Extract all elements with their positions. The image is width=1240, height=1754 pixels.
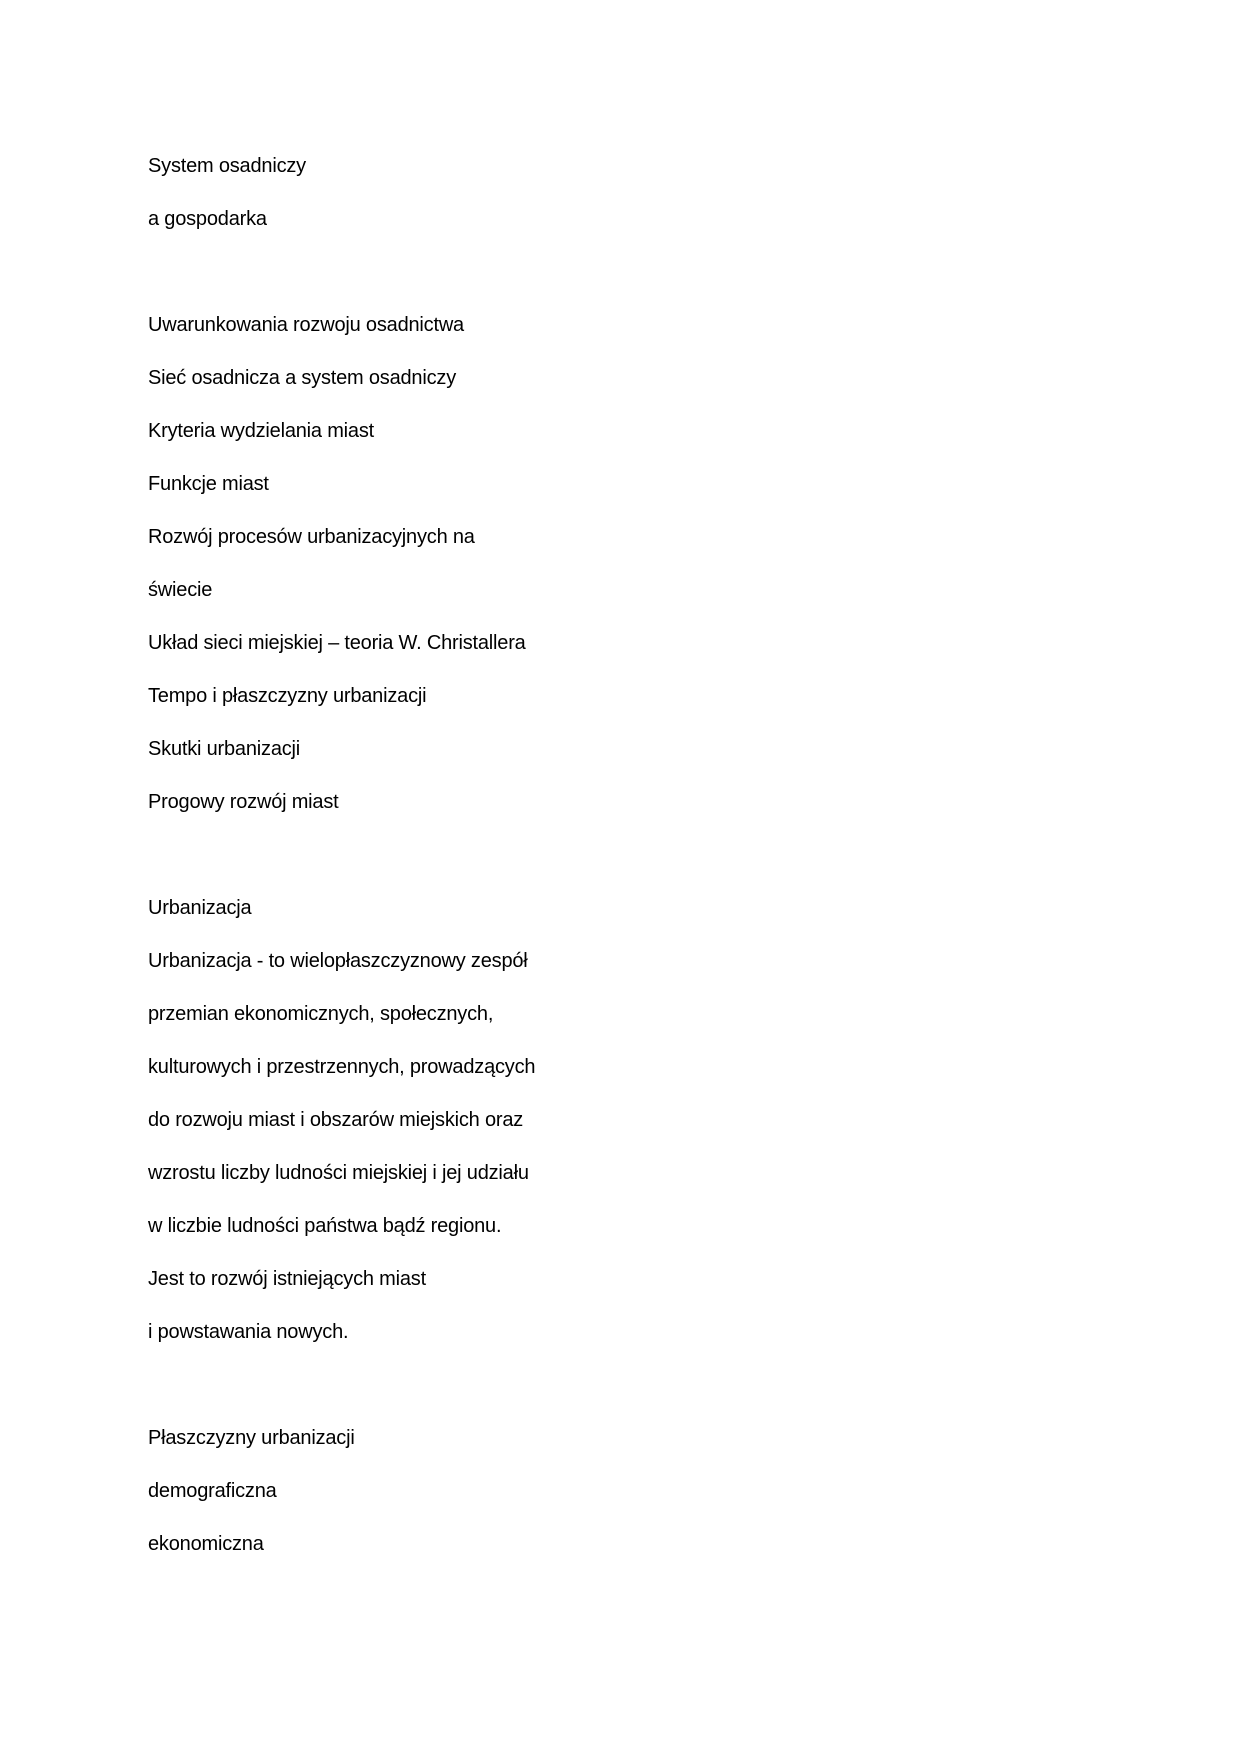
text-line: wzrostu liczby ludności miejskiej i jej udziału [148, 1162, 529, 1184]
section-heading: Urbanizacja [148, 897, 252, 919]
topic-item: świecie [148, 579, 213, 601]
urbanization-definition [148, 882, 1108, 1359]
dimension-item: ekonomiczna [148, 1533, 264, 1555]
text-line: w liczbie ludności państwa bądź regionu. [148, 1215, 502, 1237]
title-line: a gospodarka [148, 208, 267, 230]
document-body [148, 140, 1108, 1571]
topic-item: Uwarunkowania rozwoju osadnictwa [148, 314, 464, 336]
topic-item: Sieć osadnicza a system osadniczy [148, 367, 456, 389]
topic-item: Skutki urbanizacji [148, 738, 301, 760]
title-line: System osadniczy [148, 155, 306, 177]
topic-item: Rozwój procesów urbanizacyjnych na [148, 526, 475, 548]
urbanization-dimensions [148, 1412, 1108, 1571]
text-line: Jest to rozwój istniejących miast [148, 1268, 426, 1290]
title-block [148, 140, 1108, 246]
topics-list [148, 299, 1108, 829]
text-line: przemian ekonomicznych, społecznych, [148, 1003, 494, 1025]
text-line: Urbanizacja - to wielopłaszczyznowy zespół [148, 950, 528, 972]
topic-item: Funkcje miast [148, 473, 269, 495]
topic-item: Progowy rozwój miast [148, 791, 339, 813]
text-line: i powstawania nowych. [148, 1321, 349, 1343]
topic-item: Tempo i płaszczyzny urbanizacji [148, 685, 427, 707]
text-line: kulturowych i przestrzennych, prowadzących [148, 1056, 536, 1078]
paragraph-gap [148, 1359, 1108, 1412]
topic-item: Kryteria wydzielania miast [148, 420, 374, 442]
topic-item: Układ sieci miejskiej – teoria W. Christallera [148, 632, 526, 654]
section-heading: Płaszczyzny urbanizacji [148, 1427, 355, 1449]
dimension-item: demograficzna [148, 1480, 277, 1502]
paragraph-gap [148, 829, 1108, 882]
paragraph-gap [148, 246, 1108, 299]
text-line: do rozwoju miast i obszarów miejskich oraz [148, 1109, 524, 1131]
